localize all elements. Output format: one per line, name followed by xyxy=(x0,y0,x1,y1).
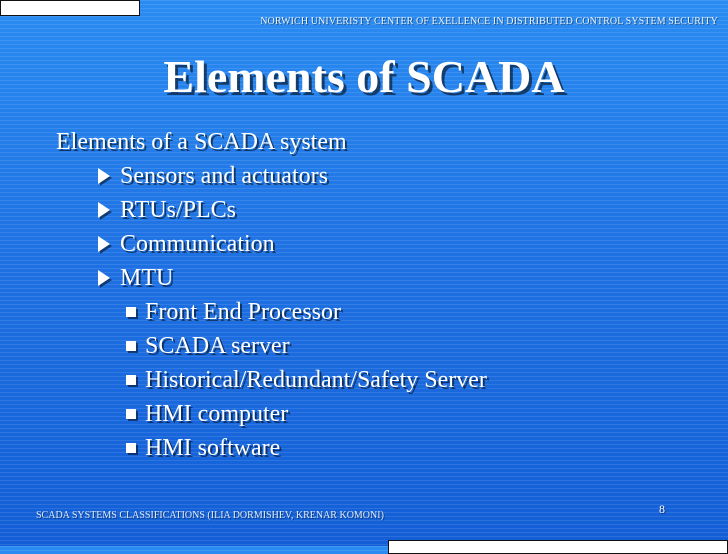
list-item xyxy=(56,227,487,261)
sub-list-item xyxy=(56,295,487,329)
list-item xyxy=(56,193,487,227)
footer-text: SCADA SYSTEMS CLASSIFICATIONS (ILIA DORMISHEV, KRENAR KOMONI) xyxy=(36,510,384,521)
square-bullet-icon xyxy=(126,307,136,317)
header-banner: NORWICH UNIVERISTY CENTER OF EXELLENCE IN DISTRIBUTED CONTROL SYSTEM SECURITY xyxy=(260,16,718,27)
sub-list-item xyxy=(56,329,487,363)
arrow-bullet-icon xyxy=(98,236,110,252)
bottom-right-box xyxy=(388,540,728,554)
sub-list-item xyxy=(56,431,487,465)
sub-list-item-label: SCADA server xyxy=(145,333,290,359)
square-bullet-icon xyxy=(126,409,136,419)
slide-content xyxy=(56,125,487,465)
list-item-label: MTU xyxy=(120,265,174,291)
arrow-bullet-icon xyxy=(98,270,110,286)
sub-list-item-label: HMI computer xyxy=(145,401,289,427)
square-bullet-icon xyxy=(126,375,136,385)
list-item-label: Communication xyxy=(120,231,275,257)
sub-list-item-label: Front End Processor xyxy=(145,299,341,325)
list-item xyxy=(56,261,487,295)
arrow-bullet-icon xyxy=(98,168,110,184)
list-item-label: RTUs/PLCs xyxy=(120,197,236,223)
page-number: 8 xyxy=(659,502,665,516)
sub-list-item xyxy=(56,363,487,397)
sub-list-item xyxy=(56,397,487,431)
square-bullet-icon xyxy=(126,443,136,453)
arrow-bullet-icon xyxy=(98,202,110,218)
content-heading xyxy=(56,125,487,159)
list-item xyxy=(56,159,487,193)
slide-title: Elements of SCADA xyxy=(163,51,565,102)
sub-list-item-label: HMI software xyxy=(145,435,281,461)
square-bullet-icon xyxy=(126,341,136,351)
content-heading-label: Elements of a SCADA system xyxy=(56,129,347,155)
top-left-box xyxy=(0,0,140,16)
list-item-label: Sensors and actuators xyxy=(120,163,328,189)
sub-list-item-label: Historical/Redundant/Safety Server xyxy=(145,367,487,393)
